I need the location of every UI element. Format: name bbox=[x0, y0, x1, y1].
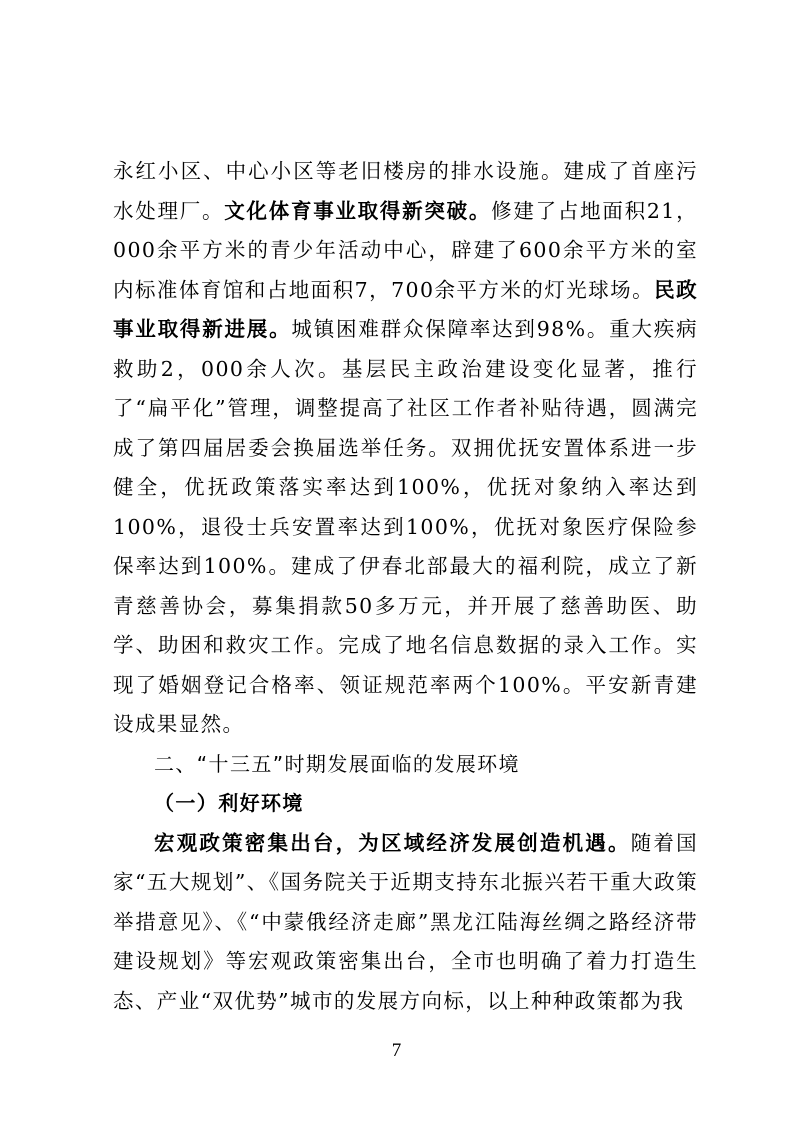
paragraph-macro-policy bbox=[113, 824, 698, 1022]
section-heading: 二、“十三五”时期发展面临的发展环境 bbox=[154, 751, 520, 776]
bold-macro-policy: 宏观政策密集出台，为区域经济发展创造机遇。 bbox=[154, 830, 631, 855]
paragraph-achievements bbox=[113, 152, 698, 745]
text-drainage-sewage: 永红小区、中心小区等老旧楼房的排水设施。建成了首座污水处理厂。 bbox=[113, 159, 698, 223]
subsection-heading: （一）利好环境 bbox=[154, 791, 304, 815]
bold-civil-affairs: 民政事业取得新进展。 bbox=[113, 277, 698, 341]
body-text bbox=[113, 152, 698, 1021]
text-civil-affairs: 城镇困难群众保障率达到98%。重大疾病救助2，000余人次。基层民主政治建设变化显著，推行了“扁平化”管理，调整提高了社区工作者补贴待遇，圆满完成了第四届居委会换届选举任务。双拥优抚安置体系进一步健全，优抚政策落实率达到100%，优抚对象纳入率达到100%，退役士兵安置率达到100%，优抚对象医疗保险参保率达到100%。建成了伊春北部最大的福利院，成立了新青慈善协会，募集捐款50多万元，并开展了慈善助医、助学、助困和救灾工作。完成了地名信息数据的录入工作。实现了婚姻登记合格率、领证规范率两个100%。平安新青建设成果显然。 bbox=[113, 317, 699, 736]
text-culture-sports: 修建了占地面积21，000余平方米的青少年活动中心，辟建了600余平方米的室内标准体育馆和占地面积7，700余平方米的灯光球场。 bbox=[113, 198, 698, 302]
bold-culture-sports: 文化体育事业取得新突破。 bbox=[224, 198, 492, 223]
text-macro-policy: 随着国家“五大规划”、《国务院关于近期支持东北振兴若干重大政策举措意见》、《“中蒙俄经济走廊”黑龙江陆海丝绸之路经济带建设规划》等宏观政策密集出台，全市也明确了着力打造生态、产业“双优势”城市的发展方向标，以上种种政策都为我 bbox=[113, 830, 699, 1013]
page-number: 7 bbox=[391, 1040, 402, 1061]
